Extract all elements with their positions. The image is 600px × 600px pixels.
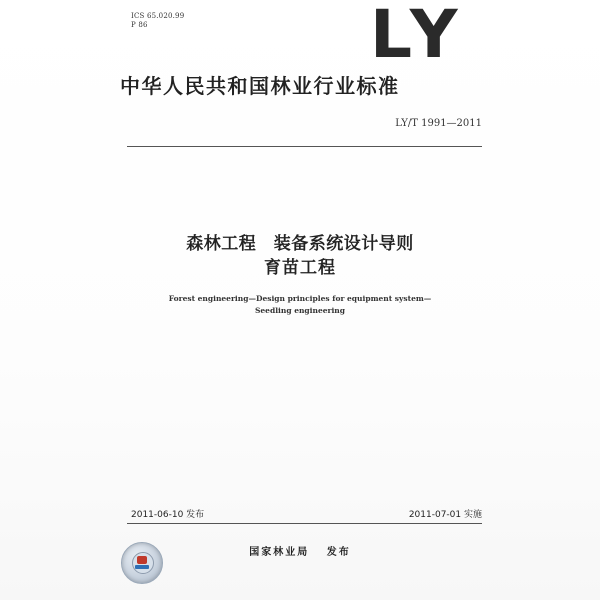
title-cn-line1: 森林工程 装备系统设计导则 <box>186 234 414 254</box>
standard-number: LY/T 1991—2011 <box>395 118 482 129</box>
publisher-action: 发布 <box>326 547 351 558</box>
title-en-line1: Forest engineering—Design principles for equipment system— <box>168 294 432 303</box>
publisher-org: 国家林业局 <box>249 547 310 558</box>
title-cn-line2: 育苗工程 <box>264 258 336 278</box>
category-code: P 86 <box>131 21 148 29</box>
classification-codes <box>131 12 184 30</box>
publisher-line <box>0 543 600 558</box>
seal-blue-band <box>135 565 149 569</box>
issue-date: 2011-06-10 发布 <box>131 510 205 520</box>
bottom-divider <box>127 523 482 524</box>
top-divider <box>127 146 482 147</box>
org-title: 中华人民共和国林业行业标准 <box>120 74 400 98</box>
ly-logo: LY <box>370 0 466 73</box>
ics-code: ICS 65.020.99 <box>131 12 185 20</box>
title-en-line2: Seedling engineering <box>254 306 346 315</box>
implementation-date: 2011-07-01 实施 <box>408 510 482 520</box>
